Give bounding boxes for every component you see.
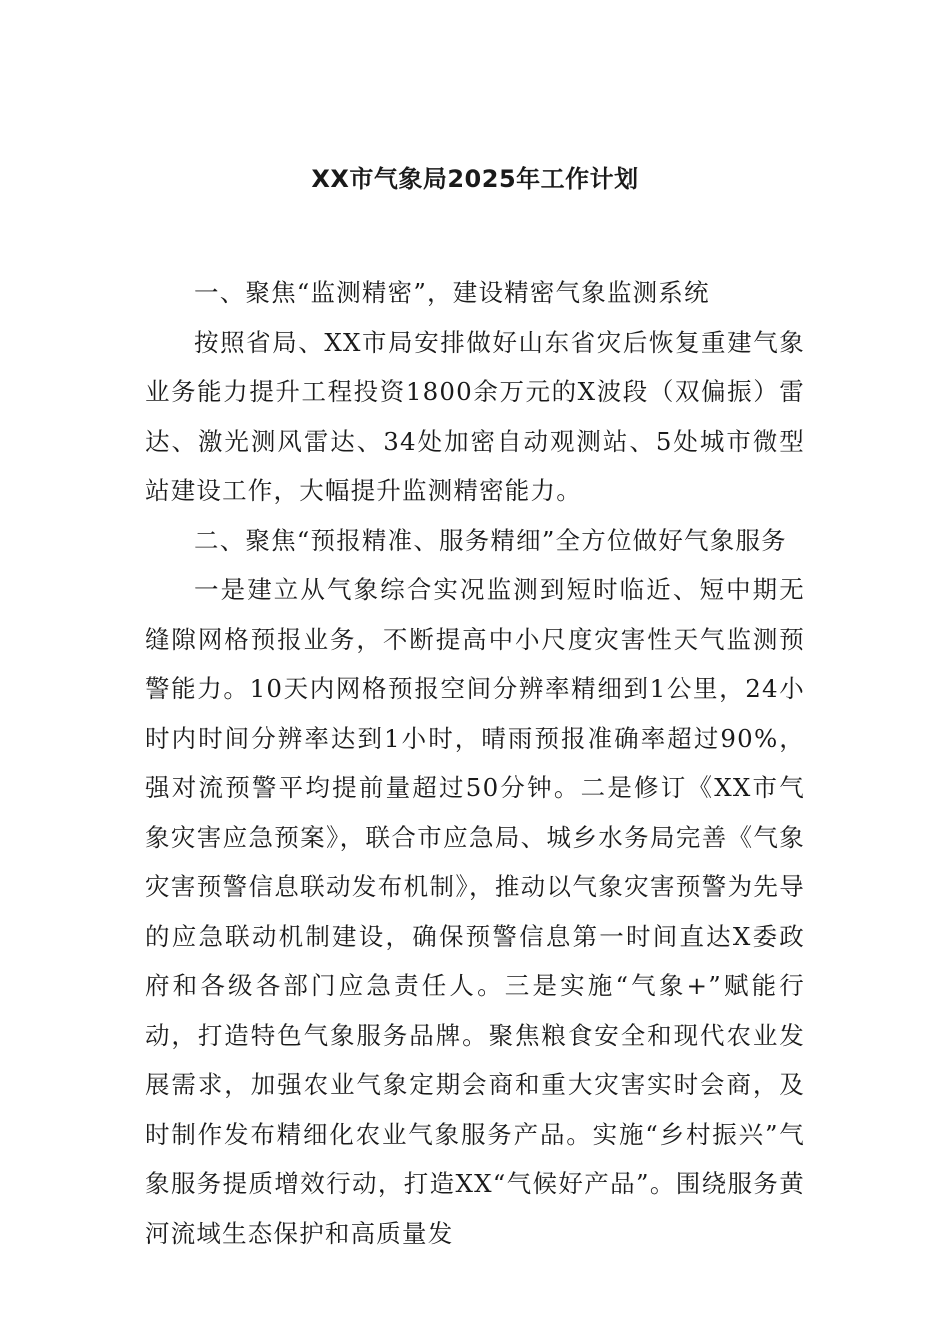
section-2-paragraph-1: 一是建立从气象综合实况监测到短时临近、短中期无缝隙网格预报业务，不断提高中小尺度灾害性天气监测预警能力。10天内网格预报空间分辨率精细到1公里，24小时内时间分辨率达到1小时，晴雨预报准确率超过90%，强对流预警平均提前量超过50分钟。二是修订《XX市气象灾害应急预案》，联合市应急局、城乡水务局完善《气象灾害预警信息联动发布机制》，推动以气象灾害预警为先导的应急联动机制建设，确保预警信息第一时间直达X委政府和各级各部门应急责任人。三是实施“气象+”赋能行动，打造特色气象服务品牌。聚焦粮食安全和现代农业发展需求，加强农业气象定期会商和重大灾害实时会商，及时制作发布精细化农业气象服务产品。实施“乡村振兴”气象服务提质增效行动，打造XX“气候好产品”。围绕服务黄河流域生态保护和高质量发	[145, 575, 805, 1248]
section-heading-1: 一、聚焦“监测精密”，建设精密气象监测系统	[194, 278, 710, 307]
document-title: XX市气象局2025年工作计划	[311, 165, 639, 193]
section-heading-2: 二、聚焦“预报精准、服务精细”全方位做好气象服务	[194, 525, 787, 555]
document-body	[145, 268, 805, 1258]
section-1-paragraph-1: 按照省局、XX市局安排做好山东省灾后恢复重建气象业务能力提升工程投资1800余万元的X波段（双偏振）雷达、激光测风雷达、34处加密自动观测站、5处城市微型站建设工作，大幅提升监测精密能力。	[145, 327, 805, 505]
